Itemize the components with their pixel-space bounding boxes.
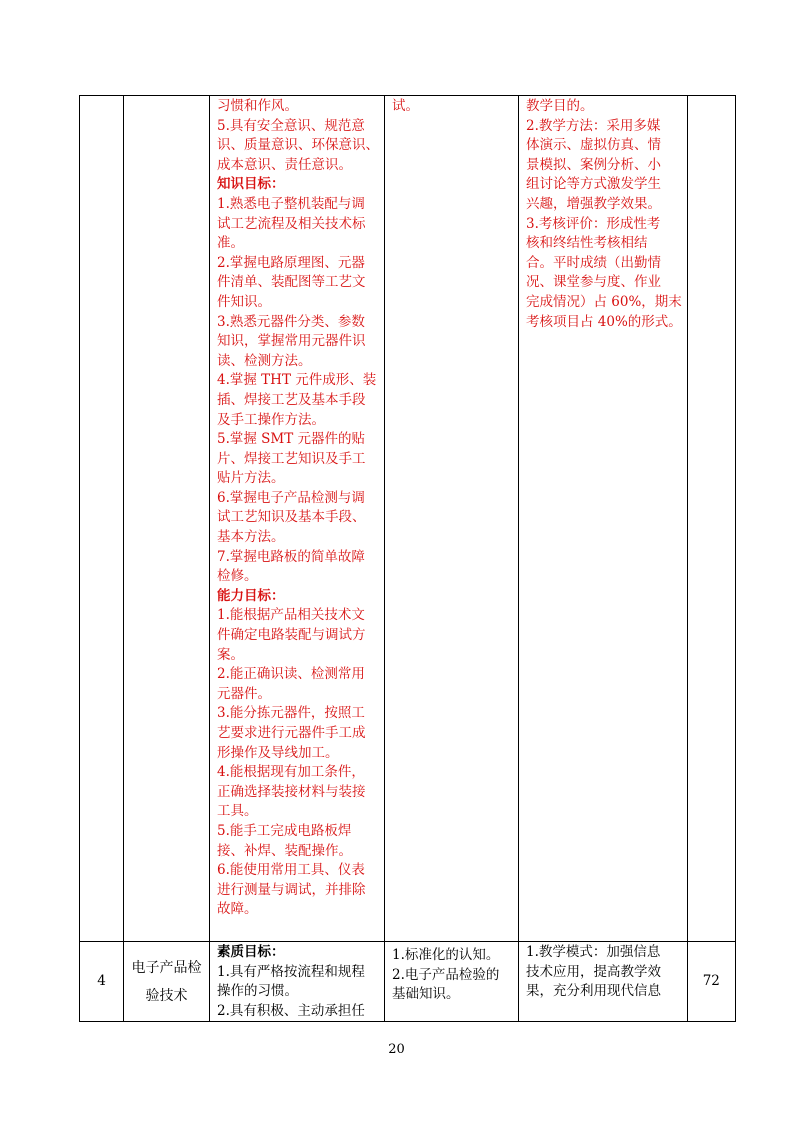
text-line: 合。平时成绩（出勤情 (526, 254, 661, 271)
content-cell (385, 942, 519, 1022)
course-number: 4 (97, 972, 106, 989)
text-line: 1.具有严格按流程和规程 (217, 963, 365, 980)
objectives-text (210, 942, 384, 1021)
text-line: 考核项目占 40%的形式。 (526, 313, 682, 330)
text-line: 习惯和作风。 (217, 98, 298, 114)
text-line: 试。 (392, 98, 419, 114)
text-line: 3.能分拣元器件，按照工 (217, 705, 365, 722)
objectives-cell (210, 96, 385, 942)
text-line: 电子产品检 (131, 959, 202, 976)
text-line: 成本意识、责任意识。 (217, 156, 352, 173)
text-line: 兴趣，增强教学效果。 (526, 195, 661, 212)
course-name (124, 954, 209, 1010)
text-line: 3.考核评价：形成性考 (526, 215, 661, 232)
text-line: 况、课堂参与度、作业 (526, 274, 661, 291)
text-line: 2.能正确识读、检测常用 (217, 666, 365, 683)
text-line: 读、检测方法。 (217, 352, 312, 369)
text-line: 试工艺流程及相关技术标 (217, 215, 366, 232)
text-line: 核和终结性考核相结 (526, 235, 648, 252)
text-line: 操作的习惯。 (217, 983, 298, 1000)
text-line: 景模拟、案例分析、小 (526, 156, 661, 173)
text-line: 验技术 (145, 987, 188, 1004)
text-line: 案。 (217, 646, 244, 663)
text-line: 果，充分利用现代信息 (526, 983, 661, 1000)
teaching-text (519, 96, 687, 332)
text-line: 正确选择装接材料与装接 (217, 783, 366, 800)
text-line: 准。 (217, 235, 244, 252)
text-line: 1.能根据产品相关技术文 (217, 607, 365, 624)
text-line: 组讨论等方式激发学生 (526, 176, 661, 193)
text-line: 试工艺知识及基本手段、 (217, 509, 366, 526)
text-line: 1.教学模式：加强信息 (526, 944, 661, 960)
text-line: 5.掌握 SMT 元器件的贴 (217, 431, 366, 448)
text-line: 件知识。 (217, 293, 271, 310)
objectives-cell (210, 942, 385, 1022)
text-line: 5.具有安全意识、规范意 (217, 117, 365, 134)
text-line: 件清单、装配图等工艺文 (217, 274, 366, 291)
table-row-continued (80, 96, 736, 942)
text-line: 4.掌握 THT 元件成形、装 (217, 372, 377, 389)
hours-cell (687, 942, 735, 1022)
text-line: 知识，掌握常用元器件识 (217, 333, 366, 350)
content-text (385, 942, 518, 1005)
text-line: 及手工操作方法。 (217, 411, 325, 428)
text-line: 元器件。 (217, 685, 271, 702)
text-line: 6.掌握电子产品检测与调 (217, 489, 365, 506)
text-line: 5.能手工完成电路板焊 (217, 822, 352, 839)
teaching-text (519, 942, 687, 1002)
text-line: 教学目的。 (526, 98, 594, 114)
text-line: 基础知识。 (392, 986, 460, 1003)
text-line: 2.教学方法：采用多媒 (526, 117, 661, 134)
hours-cell (687, 96, 735, 942)
text-line: 检修。 (217, 568, 258, 585)
text-line: 接、补焊、装配操作。 (217, 842, 352, 859)
text-line: 2.具有积极、主动承担任 (217, 1002, 365, 1019)
text-line: 片、焊接工艺知识及手工 (217, 450, 366, 467)
number-cell (80, 96, 124, 942)
curriculum-table (79, 95, 736, 1022)
text-line: 进行测量与调试，并排除 (217, 881, 366, 898)
text-line: 3.熟悉元器件分类、参数 (217, 313, 365, 330)
text-line: 完成情况）占 60%，期末 (526, 293, 682, 310)
course-hours: 72 (702, 972, 720, 989)
text-line: 基本方法。 (217, 529, 285, 546)
text-line: 艺要求进行元器件手工成 (217, 725, 366, 741)
content-cell (385, 96, 519, 942)
text-line: 4.能根据现有加工条件， (217, 764, 365, 781)
text-line: 2.掌握电路原理图、元器 (217, 254, 365, 271)
number-cell (80, 942, 124, 1022)
text-line: 2.电子产品检验的 (392, 966, 500, 983)
text-line: 贴片方法。 (217, 470, 285, 487)
section-heading: 知识目标： (217, 176, 285, 193)
objectives-text (210, 96, 384, 920)
text-line: 工具。 (217, 803, 258, 820)
text-line: 体演示、虚拟仿真、情 (526, 137, 661, 154)
text-line: 技术应用，提高教学效 (526, 963, 661, 980)
text-line: 7.掌握电路板的简单故障 (217, 548, 365, 565)
section-heading: 能力目标： (217, 587, 285, 604)
text-line: 识、质量意识、环保意识、 (217, 137, 379, 154)
page-number: 20 (388, 1042, 405, 1057)
teaching-cell (519, 96, 688, 942)
text-line: 1.熟悉电子整机装配与调 (217, 195, 365, 212)
content-text (385, 96, 518, 117)
text-line: 插、焊接工艺及基本手段 (217, 391, 366, 408)
teaching-cell (519, 942, 688, 1022)
text-line: 形操作及导线加工。 (217, 744, 339, 761)
table-row-4 (80, 942, 736, 1022)
text-line: 6.能使用常用工具、仪表 (217, 862, 365, 879)
text-line: 1.标准化的认知。 (392, 947, 500, 963)
section-heading: 素质目标： (217, 944, 285, 960)
text-line: 件确定电路装配与调试方 (217, 627, 366, 644)
course-name-cell (124, 96, 210, 942)
text-line: 故障。 (217, 901, 258, 918)
course-name-cell (124, 942, 210, 1022)
